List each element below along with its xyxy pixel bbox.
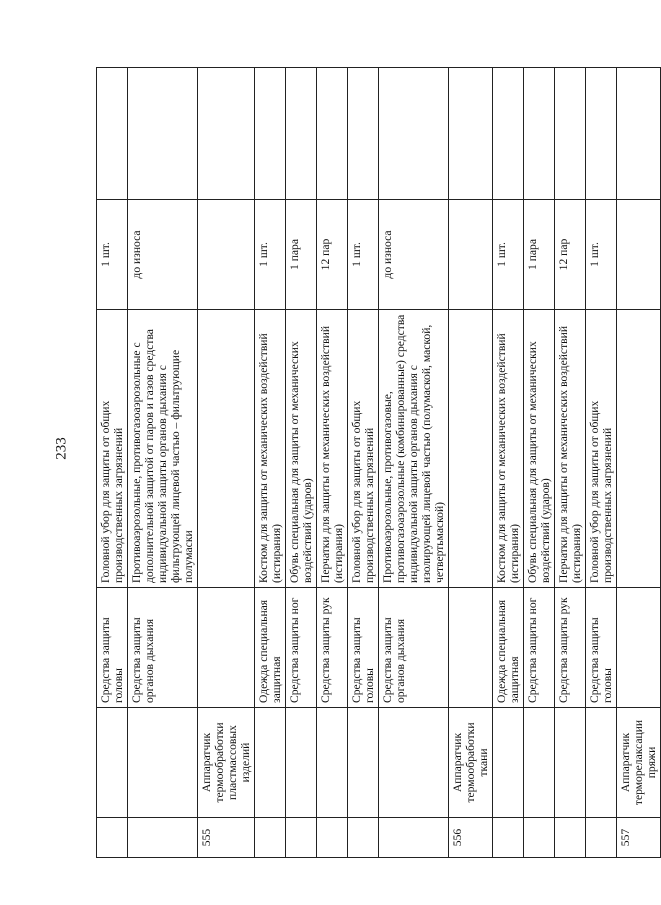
page-number: 233 [53,437,70,460]
quantity-cell: 1 шт. [493,200,524,310]
profession-cell: Аппаратчик терморелаксации пряжи [617,708,661,818]
blank-cell [198,68,255,200]
profession-cell [379,708,449,818]
quantity-cell: 1 шт. [348,200,379,310]
quantity-cell: 12 пар [555,200,586,310]
table-row [617,68,661,858]
ppe-category-cell [198,588,255,708]
quantity-cell: 1 шт. [97,200,128,310]
quantity-cell: 1 пара [524,200,555,310]
ppe-norms-table [96,67,661,858]
row-number-cell: 555 [198,818,255,858]
profession-cell [128,708,198,818]
blank-cell [317,68,348,200]
ppe-item-cell: Перчатки для защиты от механических воздействий (истирания) [555,310,586,588]
quantity-cell: 1 шт. [255,200,286,310]
row-number-cell [348,818,379,858]
table-row [255,68,286,858]
table-row [555,68,586,858]
ppe-item-cell: Головной убор для защиты от общих производственных загрязнений [348,310,379,588]
quantity-cell [198,200,255,310]
ppe-category-cell: Средства защиты головы [348,588,379,708]
profession-cell [97,708,128,818]
blank-cell [524,68,555,200]
quantity-cell: 1 шт. [586,200,617,310]
ppe-category-cell: Средства защиты головы [586,588,617,708]
ppe-item-cell: Перчатки для защиты от механических воздействий (истирания) [317,310,348,588]
ppe-category-cell [617,588,661,708]
row-number-cell [524,818,555,858]
row-number-cell [255,818,286,858]
quantity-cell: до износа [128,200,198,310]
table-row [317,68,348,858]
profession-cell [555,708,586,818]
ppe-item-cell: Костюм для защиты от механических воздействий (истирания) [493,310,524,588]
ppe-item-cell: Обувь специальная для защиты от механических воздействий (ударов) [286,310,317,588]
profession-cell [348,708,379,818]
table-row [97,68,128,858]
ppe-item-cell: Костюм для защиты от механических воздействий (истирания) [255,310,286,588]
blank-cell [586,68,617,200]
blank-cell [348,68,379,200]
blank-cell [286,68,317,200]
ppe-category-cell: Средства защиты ног [286,588,317,708]
ppe-category-cell: Средства защиты органов дыхания [128,588,198,708]
ppe-item-cell [198,310,255,588]
row-number-cell [493,818,524,858]
table-row [379,68,449,858]
table-row [286,68,317,858]
ppe-category-cell: Средства защиты органов дыхания [379,588,449,708]
profession-cell [286,708,317,818]
table-row [348,68,379,858]
quantity-cell: 1 пара [286,200,317,310]
ppe-item-cell: Противоаэрозольные, противогазоаэрозольные с дополнительной защитой от паров и газов средства индивидуальной защиты органов дыхания с фильтрующей лицевой частью – фильтрующие полумаски [128,310,198,588]
row-number-cell [128,818,198,858]
profession-cell [493,708,524,818]
row-number-cell [97,818,128,858]
rotated-table-container [96,68,658,858]
ppe-category-cell: Средства защиты ног [524,588,555,708]
profession-cell [586,708,617,818]
quantity-cell: 12 пар [317,200,348,310]
blank-cell [493,68,524,200]
ppe-item-cell: Обувь специальная для защиты от механических воздействий (ударов) [524,310,555,588]
profession-cell [524,708,555,818]
quantity-cell [449,200,493,310]
quantity-cell: до износа [379,200,449,310]
ppe-category-cell: Средства защиты головы [97,588,128,708]
table-body [97,68,661,858]
blank-cell [379,68,449,200]
row-number-cell: 557 [617,818,661,858]
profession-cell [317,708,348,818]
ppe-item-cell: Противоаэрозольные, противогазовые, противогазоаэрозольные (комбинированные) средства индивидуальной защиты органов дыхания с изолирующей лицевой частью (полумаской, маской, четвертьмаской) [379,310,449,588]
profession-cell: Аппаратчик термообработки пластмассовых изделий [198,708,255,818]
table-row [586,68,617,858]
row-number-cell [379,818,449,858]
table-row [493,68,524,858]
row-number-cell [317,818,348,858]
ppe-item-cell: Головной убор для защиты от общих производственных загрязнений [97,310,128,588]
profession-cell [255,708,286,818]
ppe-category-cell: Средства защиты рук [555,588,586,708]
quantity-cell [617,200,661,310]
blank-cell [97,68,128,200]
blank-cell [128,68,198,200]
table-row [524,68,555,858]
ppe-item-cell: Головной убор для защиты от общих производственных загрязнений [586,310,617,588]
table-row [198,68,255,858]
row-number-cell [555,818,586,858]
ppe-category-cell [449,588,493,708]
ppe-category-cell: Средства защиты рук [317,588,348,708]
row-number-cell [286,818,317,858]
ppe-item-cell [449,310,493,588]
row-number-cell: 556 [449,818,493,858]
profession-cell: Аппаратчик термообработки ткани [449,708,493,818]
row-number-cell [586,818,617,858]
blank-cell [617,68,661,200]
blank-cell [255,68,286,200]
blank-cell [449,68,493,200]
ppe-item-cell [617,310,661,588]
table-row [449,68,493,858]
ppe-category-cell: Одежда специальная защитная [493,588,524,708]
table-row [128,68,198,858]
ppe-category-cell: Одежда специальная защитная [255,588,286,708]
blank-cell [555,68,586,200]
